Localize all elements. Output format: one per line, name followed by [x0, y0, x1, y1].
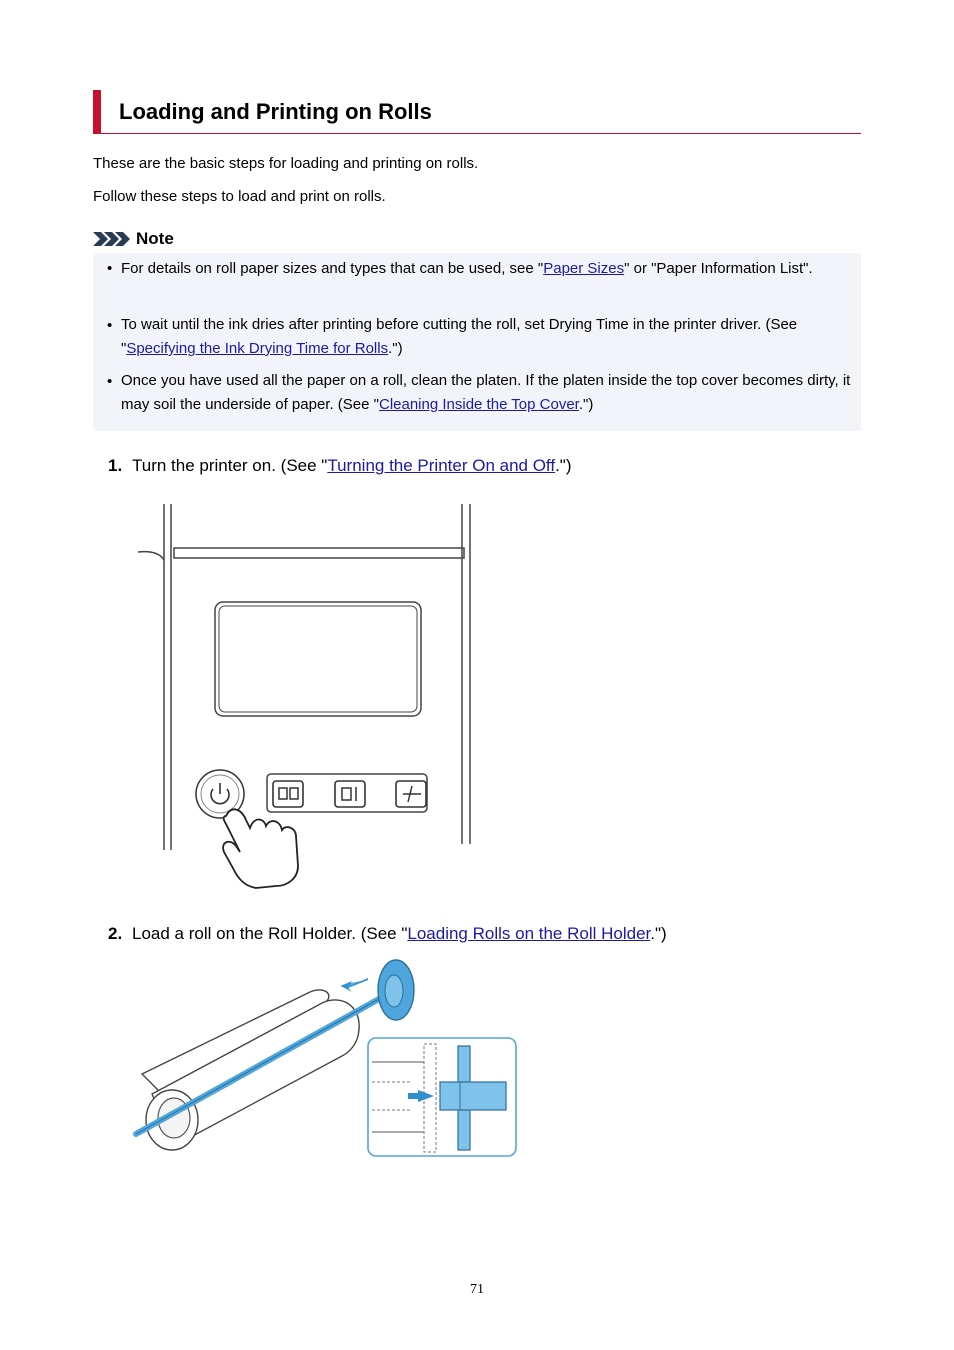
intro-line-1: These are the basic steps for loading and printing on rolls. [93, 155, 479, 172]
roll-holder-figure [128, 954, 520, 1160]
note-item-text: For details on roll paper sizes and types that can be used, see " [121, 260, 544, 277]
note-item-3 [121, 369, 856, 417]
step-text: Turn the printer on. (See " [132, 456, 328, 475]
link-cleaning-top-cover[interactable]: Cleaning Inside the Top Cover [378, 396, 579, 413]
step-number: 1. [108, 456, 123, 475]
intro-line-2: Follow these steps to load and print on rolls. [93, 188, 386, 205]
link-paper-sizes[interactable]: Paper Sizes [543, 260, 625, 277]
printer-control-panel-figure [138, 498, 478, 890]
note-chevrons-icon [93, 232, 131, 246]
step-text: .") [650, 924, 667, 943]
note-header [93, 227, 293, 251]
note-item-text: " or "Paper Information List". [624, 260, 813, 277]
bullet-dot: • [107, 260, 113, 277]
step-2 [108, 924, 667, 944]
step-1 [108, 456, 572, 476]
note-item-text: Once you have used all the paper on a roll, clean the platen. If the platen inside the top cover becomes dirty, it may soil the underside of paper. (See " [121, 372, 851, 413]
link-loading-rolls-roll-holder[interactable]: Loading Rolls on the Roll Holder [407, 924, 651, 943]
step-number: 2. [108, 924, 123, 943]
page-number: 71 [470, 1282, 484, 1297]
link-turning-printer-on-off[interactable]: Turning the Printer On and Off [327, 456, 556, 475]
note-item-1 [121, 257, 856, 281]
note-item-text: To wait until the ink dries after printing before cutting the roll, set Drying Time in the printer driver. (See " [121, 316, 798, 357]
note-item-text: .") [578, 396, 594, 413]
note-label: Note [136, 229, 174, 248]
heading-accent-bar [93, 90, 101, 133]
heading-section [93, 90, 861, 134]
page-title: Loading and Printing on Rolls [119, 99, 432, 124]
note-box [93, 253, 861, 431]
bullet-dot: • [107, 373, 113, 390]
bullet-dot: • [107, 317, 113, 334]
link-ink-drying-time[interactable]: Specifying the Ink Drying Time for Rolls [126, 340, 389, 357]
note-item-2 [121, 313, 856, 361]
note-item-text: .") [388, 340, 403, 357]
step-text: Load a roll on the Roll Holder. (See " [132, 924, 408, 943]
step-text: .") [555, 456, 572, 475]
